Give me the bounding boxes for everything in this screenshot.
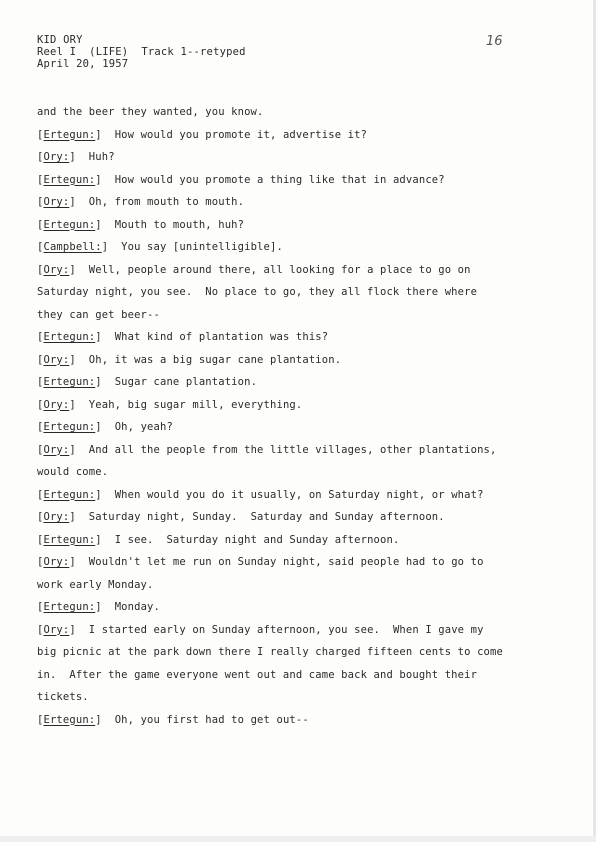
line-text: Oh, you first had to get out-- [114, 713, 309, 726]
line-text: Wouldn't let me run on Sunday night, said people had to go to [88, 556, 484, 568]
speaker-label: [Ertegun:] [37, 128, 115, 141]
speaker-label: [Ertegun:] [37, 376, 115, 388]
transcript-line [37, 461, 557, 484]
line-text: Oh, yeah? [114, 421, 173, 433]
transcript-line [37, 709, 557, 732]
transcript-line [37, 191, 557, 214]
speaker-name: Ertegun: [43, 601, 96, 613]
speaker-name: Ory: [43, 511, 70, 523]
line-text: work early Monday. [37, 578, 154, 591]
speaker-name: Ertegun: [43, 713, 96, 726]
speaker-label: [Ory:] [37, 353, 89, 366]
line-text: Oh, from mouth to mouth. [88, 196, 245, 208]
line-text: I started early on Sunday afternoon, you see. When I gave my [88, 623, 484, 636]
transcript-body [37, 101, 557, 731]
transcript-line [37, 326, 557, 349]
transcript-line [37, 259, 557, 282]
line-text: Saturday night, you see. No place to go, they all flock there where [37, 286, 478, 298]
speaker-label: [Ory:] [37, 556, 89, 568]
transcript-line [37, 304, 557, 327]
speaker-name: Ory: [43, 623, 70, 636]
line-text: How would you promote a thing like that in advance? [114, 173, 445, 186]
transcript-line [37, 686, 557, 709]
transcript-line [37, 236, 557, 259]
transcript-line [37, 484, 557, 507]
speaker-name: Ory: [43, 398, 70, 411]
transcript-line [37, 551, 557, 574]
speaker-name: Ertegun: [43, 173, 96, 186]
transcript-line [37, 146, 557, 169]
speaker-name: Ory: [43, 196, 70, 208]
line-text: You say [unintelligible]. [121, 241, 283, 253]
line-text: Monday. [114, 601, 160, 613]
speaker-name: Ertegun: [43, 331, 96, 343]
scan-edge-bottom [0, 836, 596, 842]
line-text: big picnic at the park down there I really charged fifteen cents to come [37, 646, 503, 658]
line-text: would come. [37, 466, 109, 478]
speaker-name: Ory: [43, 263, 70, 276]
transcript-line [37, 596, 557, 619]
speaker-label: [Ertegun:] [37, 533, 115, 546]
speaker-name: Ory: [43, 151, 70, 163]
line-text: they can get beer-- [37, 308, 160, 321]
transcript-line [37, 394, 557, 417]
speaker-name: Ertegun: [43, 421, 96, 433]
document-header [37, 34, 246, 70]
line-text: Sugar cane plantation. [114, 376, 258, 388]
speaker-label: [Ory:] [37, 443, 89, 456]
speaker-label: [Ertegun:] [37, 173, 115, 186]
transcript-line [37, 371, 557, 394]
speaker-name: Ertegun: [43, 488, 96, 501]
speaker-label: [Ertegun:] [37, 601, 115, 613]
speaker-name: Ertegun: [43, 218, 96, 231]
line-text: How would you promote it, advertise it? [114, 128, 368, 141]
speaker-label: [Ory:] [37, 151, 89, 163]
line-text: Saturday night, Sunday. Saturday and Sunday afternoon. [88, 511, 445, 523]
line-text: and the beer they wanted, you know. [37, 106, 264, 118]
speaker-label: [Ory:] [37, 511, 89, 523]
speaker-label: [Campbell:] [37, 241, 122, 253]
speaker-label: [Ertegun:] [37, 218, 115, 231]
transcript-line [37, 101, 557, 124]
speaker-name: Ertegun: [43, 376, 96, 388]
transcript-line [37, 619, 557, 642]
line-text: tickets. [37, 691, 89, 703]
header-reel-track: Reel I (LIFE) Track 1--retyped [37, 46, 246, 58]
speaker-name: Ory: [43, 556, 70, 568]
speaker-label: [Ertegun:] [37, 331, 115, 343]
line-text: And all the people from the little villages, other plantations, [88, 443, 497, 456]
header-date: April 20, 1957 [37, 58, 129, 70]
speaker-name: Ory: [43, 353, 70, 366]
line-text: in. After the game everyone went out and came back and bought their [37, 668, 478, 681]
transcript-line [37, 664, 557, 687]
page-number: 16 [486, 34, 503, 49]
transcript-line [37, 281, 557, 304]
speaker-label: [Ertegun:] [37, 488, 115, 501]
transcript-line [37, 641, 557, 664]
line-text: What kind of plantation was this? [114, 331, 329, 343]
line-text: Mouth to mouth, huh? [114, 218, 245, 231]
transcript-line [37, 169, 557, 192]
line-text: Oh, it was a big sugar cane plantation. [88, 353, 342, 366]
speaker-label: [Ory:] [37, 623, 89, 636]
speaker-label: [Ertegun:] [37, 421, 115, 433]
transcript-line [37, 529, 557, 552]
transcript-line [37, 416, 557, 439]
speaker-name: Ertegun: [43, 128, 96, 141]
transcript-line [37, 506, 557, 529]
speaker-name: Campbell: [43, 241, 102, 253]
line-text: Huh? [88, 151, 115, 163]
speaker-label: [Ory:] [37, 398, 89, 411]
speaker-name: Ory: [43, 443, 70, 456]
transcript-line [37, 124, 557, 147]
line-text: Yeah, big sugar mill, everything. [88, 398, 303, 411]
speaker-label: [Ory:] [37, 263, 89, 276]
transcript-line [37, 574, 557, 597]
speaker-label: [Ertegun:] [37, 713, 115, 726]
speaker-name: Ertegun: [43, 533, 96, 546]
header-title: KID ORY [37, 34, 83, 46]
transcript-line [37, 349, 557, 372]
line-text: Well, people around there, all looking for a place to go on [88, 263, 471, 276]
line-text: I see. Saturday night and Sunday afternoon. [114, 533, 400, 546]
line-text: When would you do it usually, on Saturday night, or what? [114, 488, 484, 501]
transcript-line [37, 214, 557, 237]
speaker-label: [Ory:] [37, 196, 89, 208]
transcript-line [37, 439, 557, 462]
